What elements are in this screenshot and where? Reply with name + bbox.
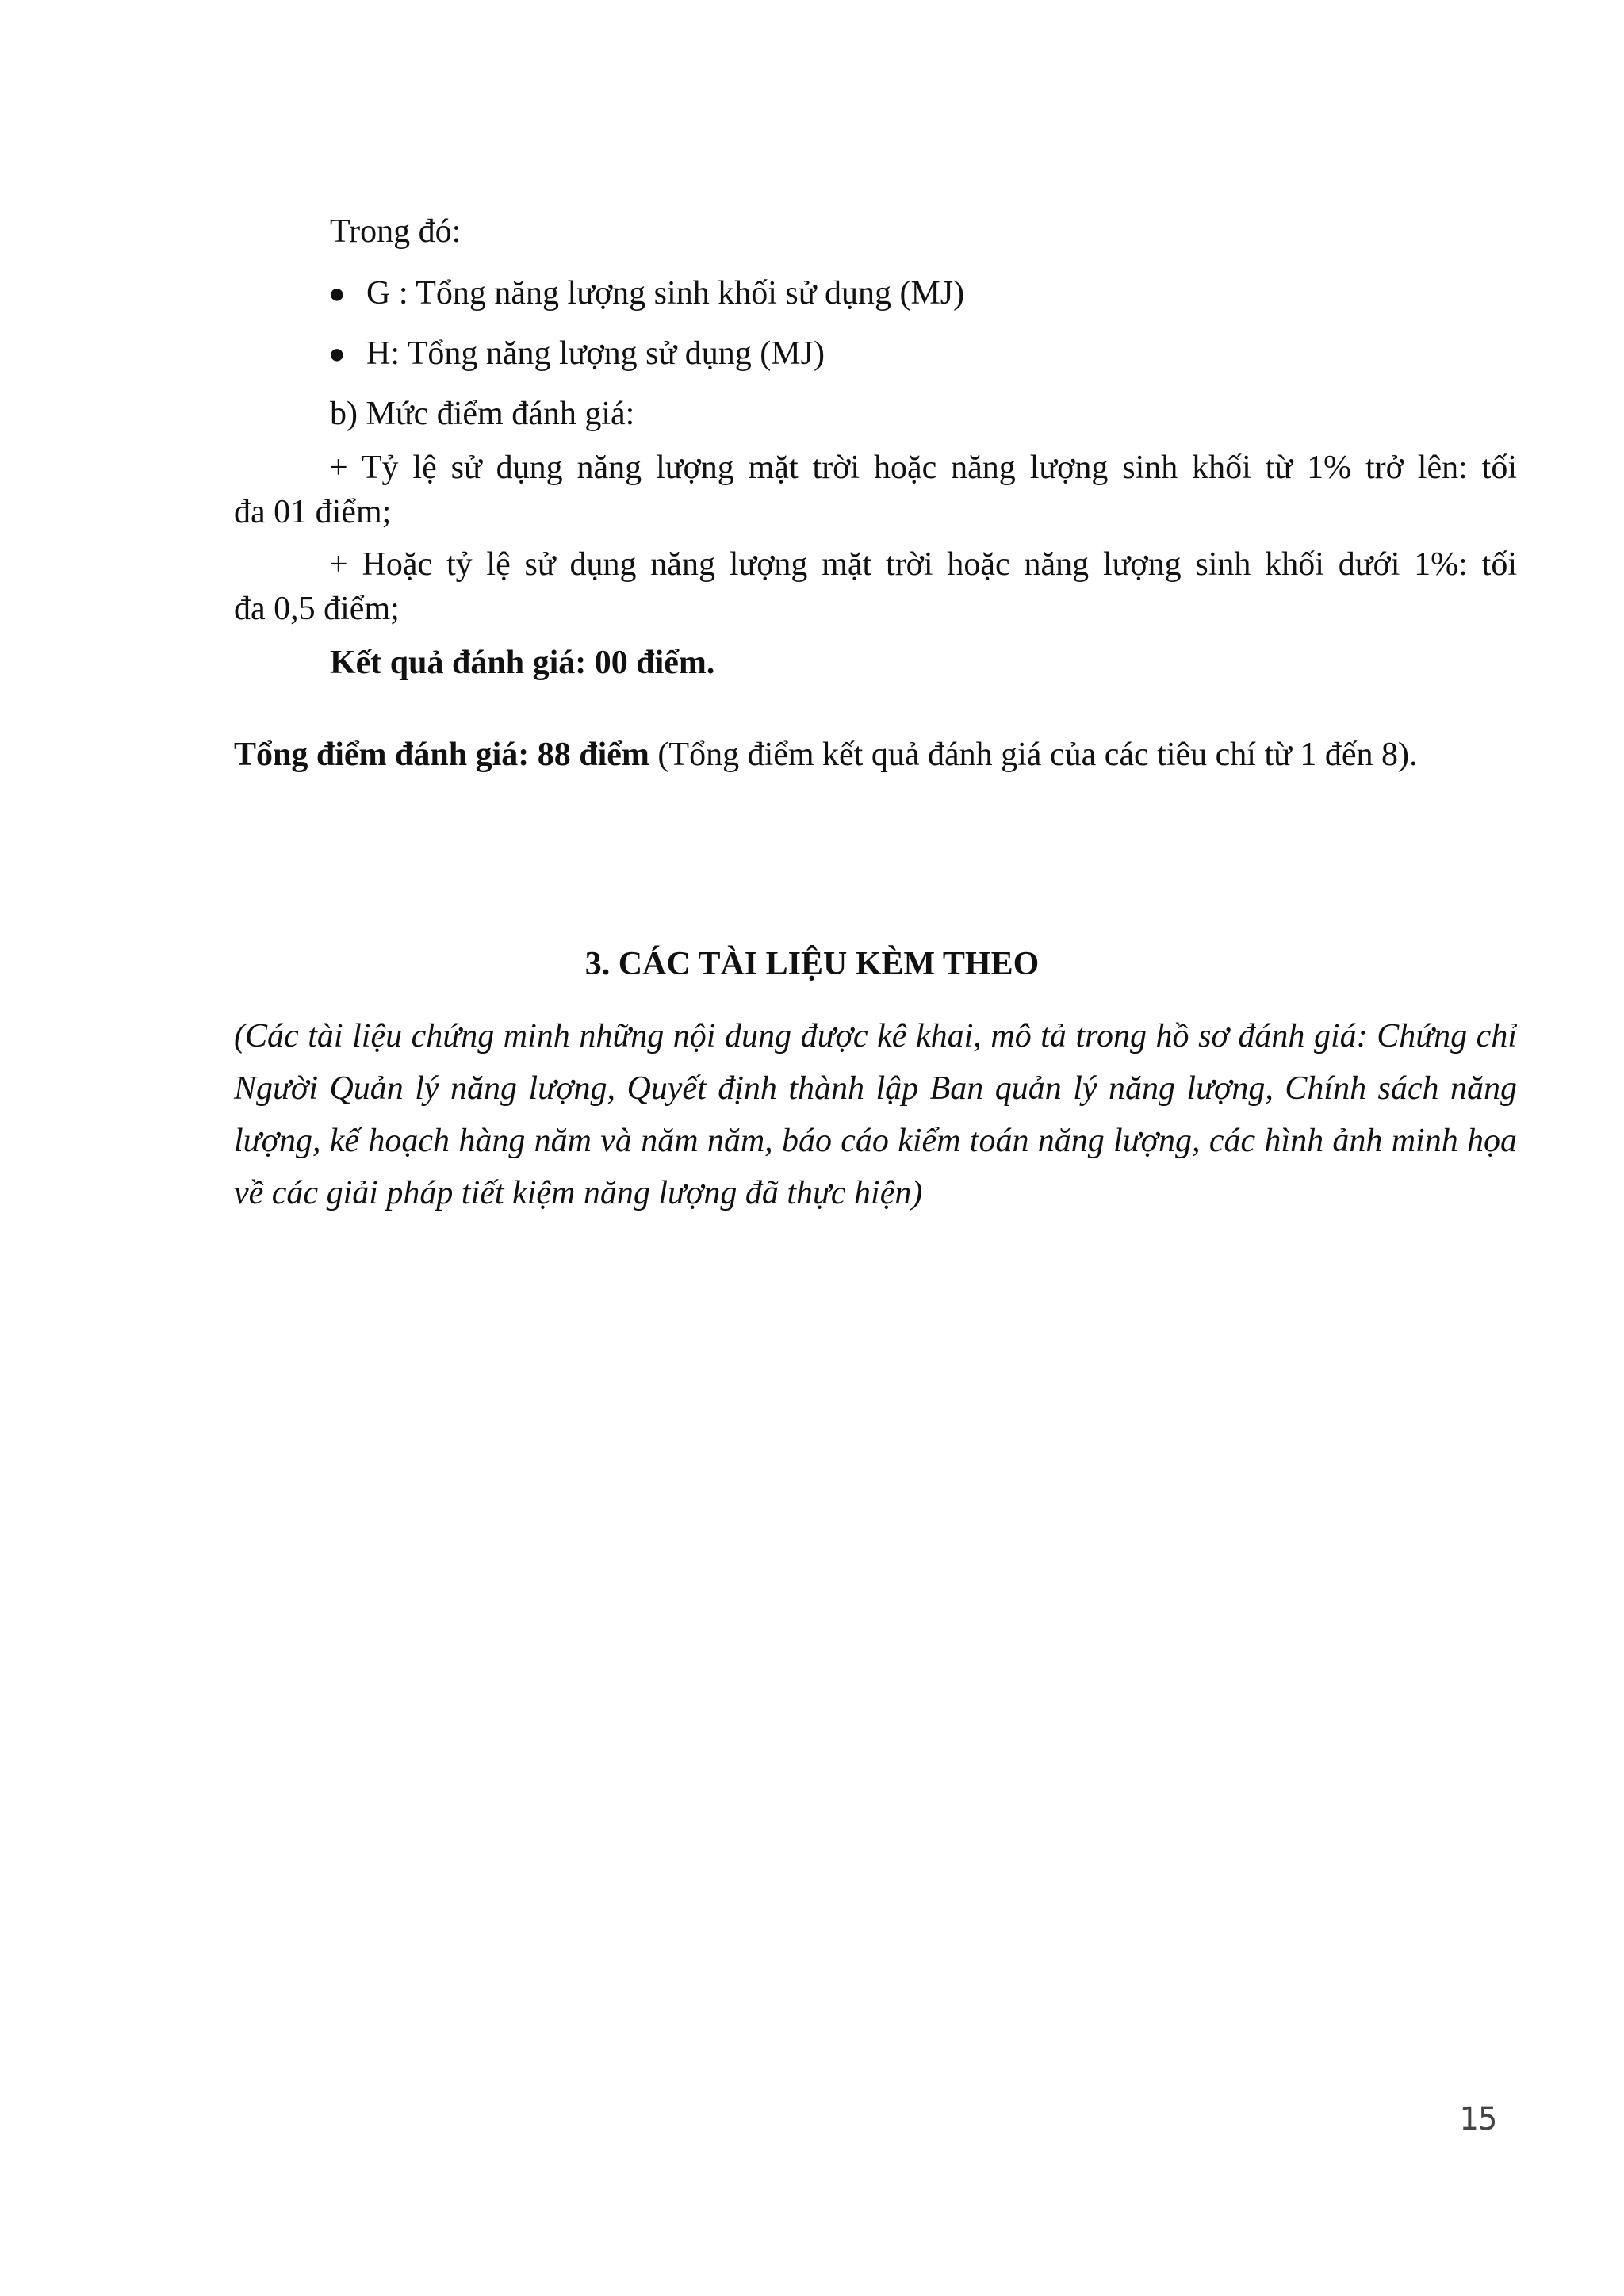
section-3-title: 3. CÁC TÀI LIỆU KÈM THEO	[584, 946, 1040, 982]
result-line: Kết quả đánh giá: 00 điểm.	[330, 645, 715, 681]
criterion-1	[234, 446, 1517, 534]
bullet-dot-icon: ●	[328, 338, 346, 369]
criterion-2-line-2: đa 0,5 điểm;	[234, 591, 400, 627]
total-score-label: Tổng điểm đánh giá: 88 điểm	[234, 737, 649, 773]
criterion-2	[234, 542, 1517, 631]
intro-label: Trong đó:	[330, 213, 462, 250]
criterion-2-line-1: + Hoặc tỷ lệ sử dụng năng lượng mặt trời hoặc năng lượng sinh khối dưới 1%: tối	[329, 546, 1517, 583]
bullet-item-g: G : Tổng năng lượng sinh khối sử dụng (MJ)	[366, 275, 965, 312]
page-number: 15	[1459, 2101, 1498, 2137]
section-b-title: b) Mức điểm đánh giá:	[330, 396, 635, 432]
total-score-line	[234, 733, 1418, 777]
bullet-item-h: H: Tổng năng lượng sử dụng (MJ)	[366, 335, 825, 372]
bullet-dot-icon: ●	[328, 277, 346, 309]
section-3-note: (Các tài liệu chứng minh những nội dung được kê khai, mô tả trong hồ sơ đánh giá: Chứng chỉ Người Quản lý năng lượng, Quyết định thành lập Ban quản lý năng lượng, Chính sách năng lượng, kế hoạch hàng năm và năm năm, báo cáo kiểm toán năng lượng, các hình ảnh minh họa về các giải pháp tiết kiệm năng lượng đã thực hiện)	[234, 1018, 1517, 1211]
total-score-note: (Tổng điểm kết quả đánh giá của các tiêu chí từ 1 đến 8).	[649, 737, 1418, 773]
criterion-1-line-1: + Tỷ lệ sử dụng năng lượng mặt trời hoặc năng lượng sinh khối từ 1% trở lên: tối	[329, 450, 1517, 486]
criterion-1-line-2: đa 01 điểm;	[234, 494, 392, 530]
